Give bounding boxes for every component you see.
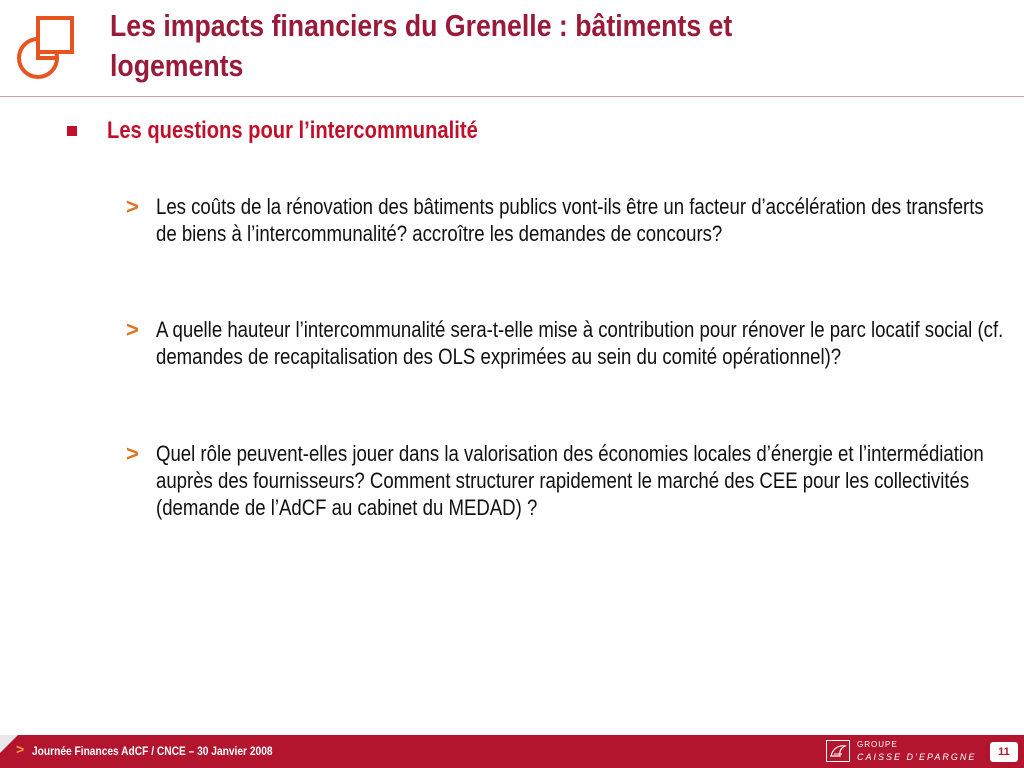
logo-icon [14,12,76,82]
square-bullet-icon [67,126,77,136]
bullet-item-text: A quelle hauteur l’intercommunalité sera-t-elle mise à contribution pour rénover le parc locatif social (cf. demandes de recapitalisation des OLS exprimées au sein du comité opérationnel)? [156,317,1004,369]
chevron-right-icon: > [126,194,139,219]
bullet-item-text: Les coûts de la rénovation des bâtiments publics vont-ils être un facteur d’accélération des transferts de biens à l’intercommunalité? accroître les demandes de concours? [156,194,984,246]
brand-name-label: CAISSE D’EPARGNE [857,752,977,762]
squirrel-emblem-icon [826,740,850,762]
footer-chevron-icon: > [16,741,25,757]
chevron-right-icon: > [126,441,139,466]
title-divider [0,96,1024,97]
bullet-item-text: Quel rôle peuvent-elles jouer dans la valorisation des économies locales d’énergie et l’intermédiation auprès des fournisseurs? Comment structurer rapidement le marché des CEE pour les collectivités (demande de l’AdCF au cabinet du MEDAD) ? [156,441,984,520]
footer-event-text: Journée Finances AdCF / CNCE – 30 Janvier 2008 [32,744,273,758]
chevron-right-icon: > [126,317,139,342]
slide-title-line-1: Les impacts financiers du Grenelle : bâtiments et [110,8,733,43]
brand-group-label: GROUPE [857,740,898,749]
slide-title-line-2: logements [110,48,244,83]
brand-logo [826,738,976,766]
section-heading: Les questions pour l’intercommunalité [107,117,478,144]
slide-title [110,6,884,86]
page-number: 11 [990,742,1018,762]
